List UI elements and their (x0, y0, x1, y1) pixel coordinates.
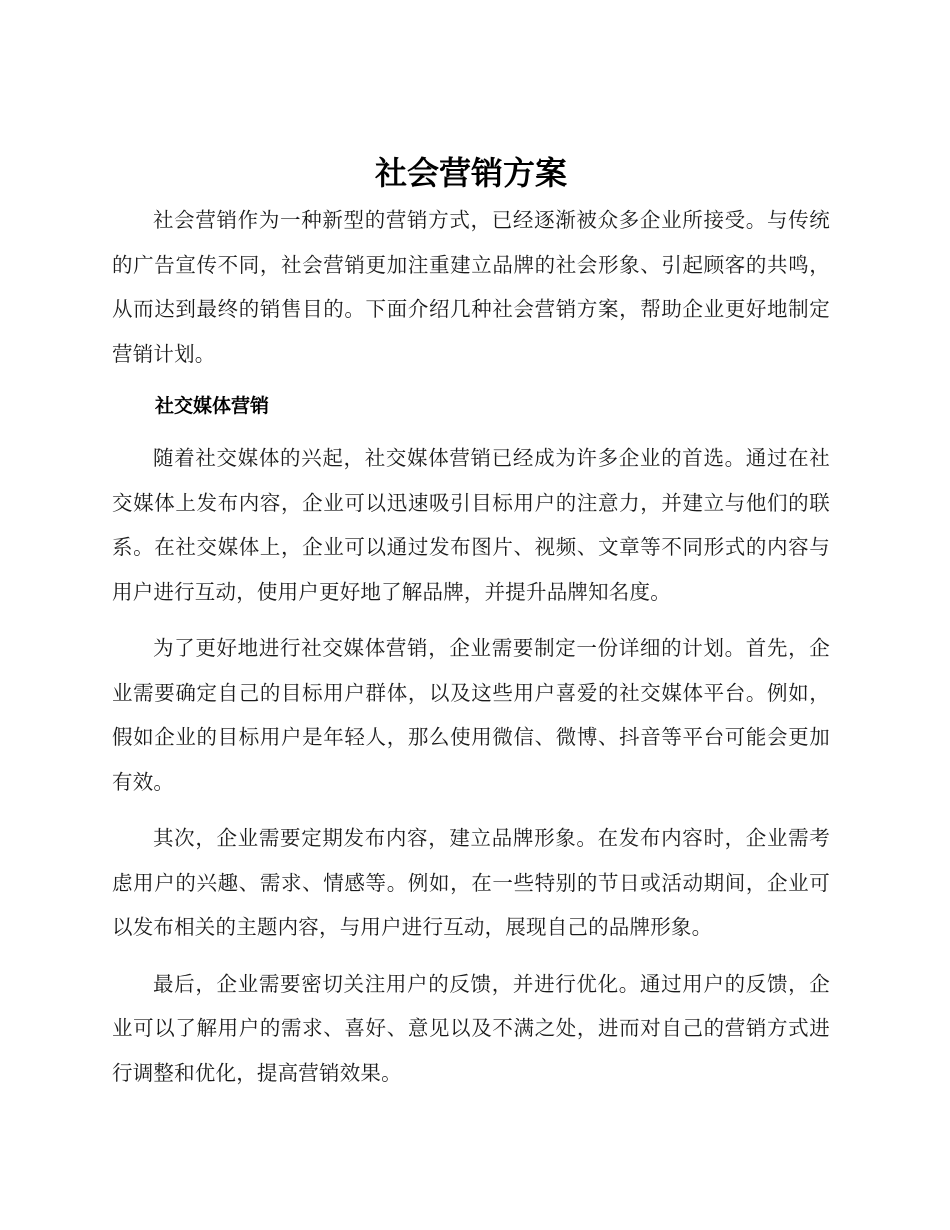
section-heading: 社交媒体营销 (155, 395, 270, 417)
section-paragraph-1: 随着社交媒体的兴起，社交媒体营销已经成为许多企业的首选。通过在社交媒体上发布内容，企业可以迅速吸引目标用户的注意力，并建立与他们的联系。在社交媒体上，企业可以通过发布图片、视频、文章等不同形式的内容与用户进行互动，使用户更好地了解品牌，并提升品牌知名度。 (112, 446, 830, 604)
section-paragraph-2: 为了更好地进行社交媒体营销，企业需要制定一份详细的计划。首先，企业需要确定自己的目标用户群体，以及这些用户喜爱的社交媒体平台。例如，假如企业的目标用户是年轻人，那么使用微信、微博、抖音等平台可能会更加有效。 (112, 636, 830, 794)
document-body (112, 148, 830, 1095)
section-paragraph-3: 其次，企业需要定期发布内容，建立品牌形象。在发布内容时，企业需考虑用户的兴趣、需求、情感等。例如，在一些特别的节日或活动期间，企业可以发布相关的主题内容，与用户进行互动，展现自己的品牌形象。 (112, 826, 830, 939)
intro-paragraph: 社会营销作为一种新型的营销方式，已经逐渐被众多企业所接受。与传统的广告宣传不同，社会营销更加注重建立品牌的社会形象、引起顾客的共鸣，从而达到最终的销售目的。下面介绍几种社会营销方案，帮助企业更好地制定营销计划。 (112, 208, 830, 366)
document-title: 社会营销方案 (374, 154, 567, 192)
section-paragraph-4: 最后，企业需要密切关注用户的反馈，并进行优化。通过用户的反馈，企业可以了解用户的需求、喜好、意见以及不满之处，进而对自己的营销方式进行调整和优化，提高营销效果。 (112, 971, 830, 1085)
